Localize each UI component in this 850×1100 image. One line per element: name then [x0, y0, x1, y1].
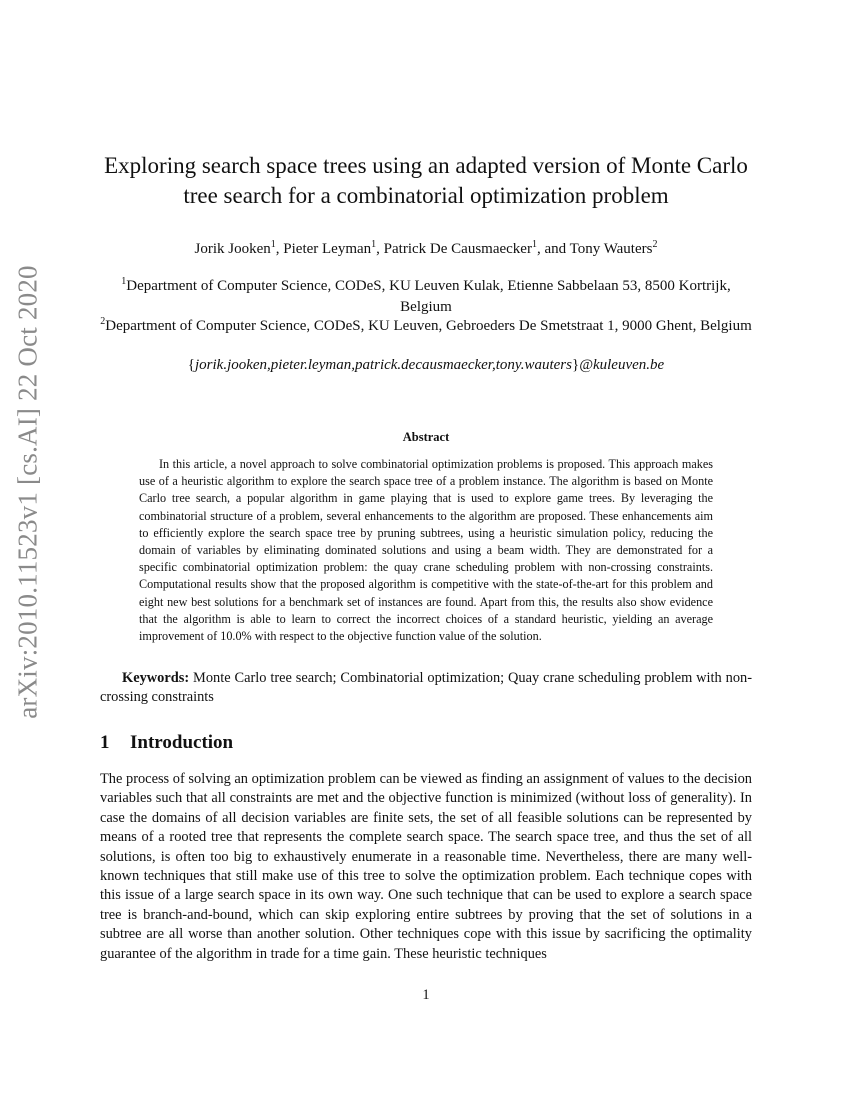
affiliation-text: Department of Computer Science, CODeS, KU Leuven Kulak, Etienne Sabbelaan 53, 8500 Kortrijk, Belgium [126, 278, 731, 315]
keywords [100, 669, 752, 708]
author-separator: , [376, 241, 384, 257]
author-affiliation-mark: 1 [371, 239, 377, 250]
email-list: jorik.jooken,pieter.leyman,patrick.decausmaecker,tony.wauters [194, 357, 572, 373]
email-open-brace: { [187, 357, 195, 373]
affiliation-mark: 1 [121, 276, 127, 287]
author-affiliation-mark: 2 [652, 239, 658, 250]
author-emails [100, 355, 752, 375]
author-name: Tony Wauters [569, 241, 653, 257]
author-separator: , [275, 241, 284, 257]
introduction-paragraph: The process of solving an optimization problem can be viewed as finding an assignment of values to the decision variables such that all constraints are met and the objective function is minimized (without loss of generality). In case the domains of all decision variables are finite sets, the set of all feasible solutions can be represented by means of a rooted tree that represents the complete search space. The search space tree, and thus the set of all solutions, is often too big to exhaustively enumerate in a reasonable time. Nevertheless, there are many well-known techniques that still make use of this tree to solve the optimization problem. Each technique copes with this issue of a large search space in its own way. One such technique that can be used to explore a search space tree is branch-and-bound, which can skip exploring entire subtrees by proving that the set of solutions in a subtree are all worse than another solution. Other techniques cope with this issue by sacrificing the optimality guarantee of the algorithm in trade for a time gain. These heuristic techniques [100, 771, 752, 962]
section-number: 1 [100, 732, 110, 753]
arxiv-stamp-text: arXiv:2010.11523v1 [cs.AI] 22 Oct 2020 [12, 265, 43, 719]
author-affiliation-mark: 1 [531, 239, 537, 250]
email-domain: @kuleuven.be [579, 357, 665, 373]
affiliation-mark: 2 [100, 316, 106, 327]
abstract-body: In this article, a novel approach to solve combinatorial optimization problems is proposed. This approach makes use of a heuristic algorithm to explore the search space tree of a problem instance. The algorithm is based on Monte Carlo tree search, a popular algorithm in game playing that is used to explore game trees. By leveraging the combinatorial structure of a problem, several enhancements to the algorithm are proposed. These enhancements aim to efficiently explore the search space tree by pruning subtrees, using a heuristic simulation policy, reducing the domain of variables by eliminating dominated solutions and using a beam width. They are demonstrated for a specific combinatorial optimization problem: the quay crane scheduling problem with non-crossing constraints. Computational results show that the proposed algorithm is competitive with the state-of-the-art for this problem and eight new best solutions for a benchmark set of instances are found. Apart from this, the results also show evidence that the algorithm is able to learn to correct the incorrect choices of a standard heuristic, yielding an average improvement of 10.0% with respect to the objective function value of the solution. [139, 457, 713, 644]
paper-title: Exploring search space trees using an adapted version of Monte Carlo tree search for a combinatorial optimization problem [104, 153, 748, 208]
author-name: Patrick De Causmaecker [383, 241, 532, 257]
author-list [100, 240, 752, 258]
email-close-brace: } [571, 357, 580, 373]
page-number: 1 [422, 987, 430, 1003]
keywords-label: Keywords: [122, 670, 190, 686]
author-name: Jorik Jooken [194, 241, 271, 257]
author-separator: , and [536, 241, 570, 257]
affiliation-1 [100, 276, 752, 318]
affiliation-2 [100, 316, 752, 337]
section-title: Introduction [130, 732, 234, 753]
section-heading [100, 732, 233, 754]
abstract-heading: Abstract [402, 430, 450, 444]
author-affiliation-mark: 1 [270, 239, 276, 250]
author-name: Pieter Leyman [283, 241, 372, 257]
affiliation-text: Department of Computer Science, CODeS, KU Leuven, Gebroeders De Smetstraat 1, 9000 Ghent, Belgium [105, 318, 752, 334]
keywords-text: Monte Carlo tree search; Combinatorial optimization; Quay crane scheduling problem with non-crossing constraints [100, 670, 752, 706]
